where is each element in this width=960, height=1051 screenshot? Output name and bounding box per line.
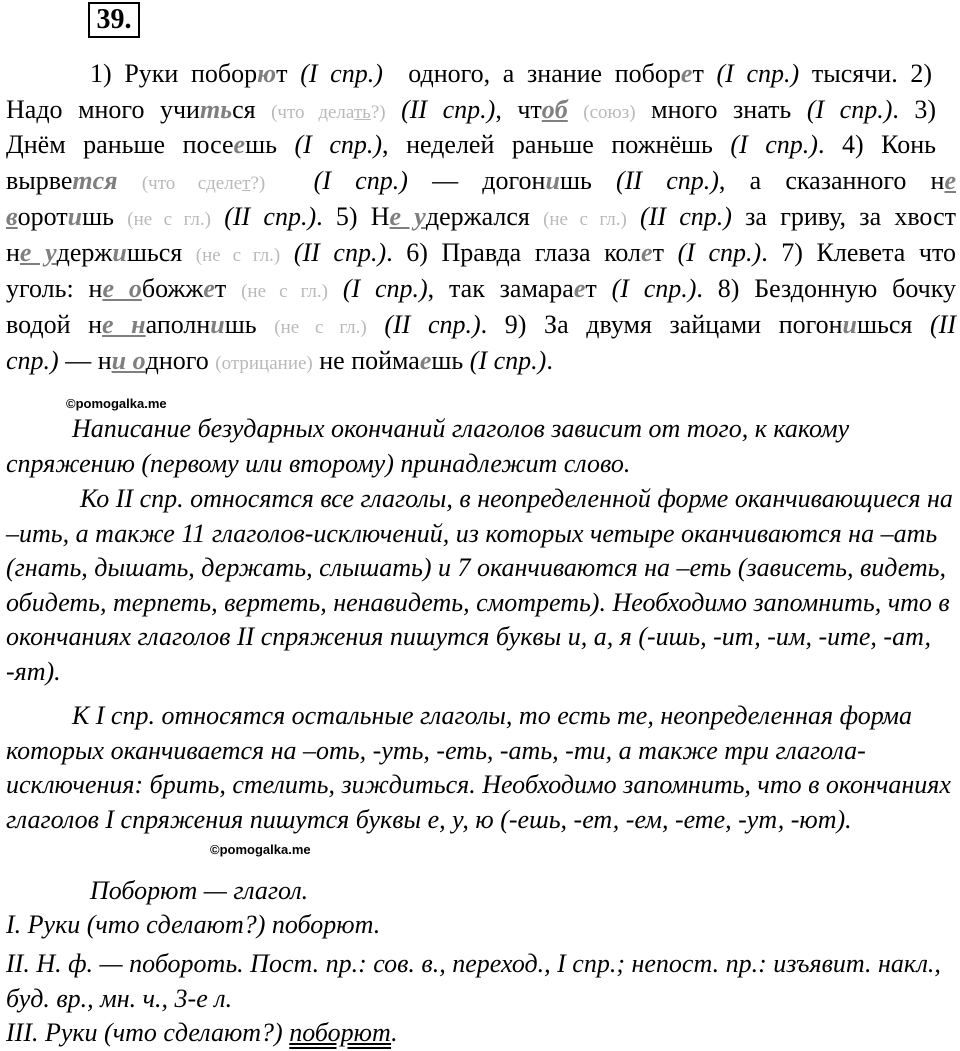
exercise-segment: , неделей раньше пожнёшь [382, 130, 731, 159]
exercise-segment: т [585, 274, 612, 303]
exercise-segment: (отрицание) [215, 353, 313, 374]
exercise-segment: (что дела [271, 102, 354, 123]
exercise-segment: в [6, 202, 18, 231]
exercise-segment: и [842, 310, 858, 339]
exercise-line [90, 56, 932, 92]
exercise-segment: об [541, 95, 568, 124]
exercise-segment: (союз) [583, 102, 636, 123]
exercise-segment: , а сказанного н [718, 166, 945, 195]
exercise-segment: ся [232, 95, 272, 124]
exercise-segment: е [573, 274, 586, 303]
exercise-segment: е о [102, 274, 142, 303]
exercise-segment: (не с гл.) [195, 245, 281, 266]
exercise-segment: не пойма [312, 346, 420, 375]
exercise-segment: (не с гл.) [127, 209, 211, 230]
exercise-segment: держ [56, 238, 113, 267]
exercise-segment: (II [930, 310, 956, 339]
exercise-segment: и о [111, 346, 146, 375]
exercise-segment: шь [245, 130, 295, 159]
analysis-line-2: II. Н. ф. — побороть. Пост. пр.: сов. в., переход., I спр.; непост. пр.: изъявит. накл., буд. вр., мн. ч., 3-е л. [6, 949, 941, 1013]
exercise-segment: — догон [407, 166, 546, 195]
exercise-segment: (I спр.) [294, 130, 383, 159]
exercise-segment: много знать [635, 95, 807, 124]
exercise-segment: и [112, 238, 127, 267]
exercise-segment: (I спр.) [677, 238, 762, 267]
exercise-segment: и [67, 202, 83, 231]
exercise-line [6, 343, 626, 382]
exercise-line [6, 163, 956, 202]
exercise-segment: шь [224, 310, 275, 339]
exercise-segment: 1) Руки побор [90, 59, 258, 88]
analysis-line-3-prefix: III. Руки (что сделают?) [6, 1018, 290, 1047]
exercise-segment: шь [431, 346, 470, 375]
exercise-segment: . 8) Бездонную бочку [696, 274, 957, 303]
exercise-segment [367, 310, 385, 339]
exercise-segment: ю [257, 59, 277, 88]
exercise-segment: Надо много учи [6, 95, 200, 124]
exercise-segment [280, 238, 294, 267]
exercise-segment: шься [126, 238, 196, 267]
exercise-segment: . [546, 346, 553, 375]
exercise-segment: , чт [495, 95, 542, 124]
exercise-line [6, 199, 956, 238]
exercise-segment: , так замара [427, 274, 574, 303]
exercise-segment: е [419, 346, 432, 375]
exercise-segment: (не с гл.) [543, 209, 627, 230]
exercise-line [6, 271, 956, 310]
exercise-segment: . 5) Н [316, 202, 390, 231]
exercise-line [6, 127, 936, 163]
exercise-segment: водой н [6, 310, 103, 339]
exercise-segment: . 6) Правда глаза кол [386, 238, 642, 267]
exercise-segment: (I спр.) [730, 130, 818, 159]
theory-paragraph-1: Написание безударных окончаний глаголов зависит от того, к какому спряжению (первому или второму) принадлежит слово. [6, 414, 850, 478]
exercise-segment: т [692, 59, 717, 88]
analysis-predicate: поборют [289, 1018, 392, 1047]
exercise-segment [265, 166, 313, 195]
exercise-segment: и [210, 310, 225, 339]
exercise-segment: тысячи. 2) [799, 59, 933, 88]
exercise-segment: е у [389, 202, 426, 231]
exercise-segment: е [680, 59, 693, 88]
analysis-line-3 [6, 1016, 956, 1051]
exercise-segment: спр.) [6, 346, 59, 375]
exercise-segment: — н [58, 346, 112, 375]
exercise-segment: шь [82, 202, 128, 231]
exercise-segment: за гриву, за хвост [731, 202, 956, 231]
exercise-segment: аполн [145, 310, 211, 339]
task-number: 39. [88, 2, 140, 38]
exercise-segment: т [242, 173, 251, 194]
exercise-segment: (I спр.) [313, 166, 408, 195]
watermark-2: ©pomogalka.me [210, 842, 311, 857]
theory-paragraph-3: К I спр. относятся остальные глаголы, то есть те, неопределенная форма которых оканчивается на –оть, -уть, -еть, -ать, -ти, а также три глагола-исключения: брить, стелить, зиждиться. Необходимо запомнить, что в окончаниях глаголов I спряжения пишутся буквы е, у, ю (-ешь, -ет, -ем, -ете, -ут, -ют). [6, 701, 951, 834]
exercise-segment: (I спр.) [806, 95, 893, 124]
exercise-segment: е [641, 238, 653, 267]
exercise-segment: (II спр.) [293, 238, 387, 267]
exercise-segment: (II спр.) [224, 202, 317, 231]
exercise-segment [386, 95, 402, 124]
analysis-line-3-suffix: . [391, 1018, 398, 1047]
exercise-segment: держался [425, 202, 544, 231]
exercise-segment: уголь: н [6, 274, 103, 303]
exercise-segment: . 7) Клевета что [761, 238, 956, 267]
exercise-segment: (I спр.) [611, 274, 697, 303]
exercise-segment: (I спр.) [300, 59, 383, 88]
exercise-segment: (не с гл.) [241, 281, 328, 302]
exercise-segment: е н [102, 310, 146, 339]
exercise-segment: (II спр.) [616, 166, 719, 195]
analysis-line-1: I. Руки (что сделают?) поборют. [6, 910, 381, 939]
exercise-segment: т [276, 59, 301, 88]
exercise-segment: (I спр.) [469, 346, 547, 375]
exercise-segment: (I спр.) [342, 274, 428, 303]
exercise-segment: е у [19, 238, 57, 267]
exercise-segment: вырве [6, 166, 73, 195]
exercise-segment: и [545, 166, 560, 195]
exercise-segment: (II спр.) [640, 202, 732, 231]
exercise-segment: орот [17, 202, 68, 231]
analysis-heading: Поборют — глагол. [90, 876, 309, 905]
exercise-segment: н [6, 238, 20, 267]
exercise-line [6, 307, 956, 346]
exercise-segment [328, 274, 343, 303]
exercise-segment: ?) [370, 102, 386, 123]
exercise-segment [627, 202, 640, 231]
exercise-segment: божж [141, 274, 204, 303]
exercise-segment: (не с гл.) [274, 317, 367, 338]
exercise-segment: . 4) Конь [817, 130, 936, 159]
exercise-segment: т [652, 238, 678, 267]
exercise-segment: шь [559, 166, 617, 195]
exercise-segment: одного, а знание побор [382, 59, 681, 88]
exercise-segment: (I спр.) [716, 59, 800, 88]
exercise-line [6, 92, 936, 131]
exercise-segment: е [233, 130, 246, 159]
exercise-segment: (II спр.) [401, 95, 496, 124]
exercise-segment: тся [72, 166, 118, 195]
exercise-segment: ?) [250, 173, 266, 194]
exercise-segment: шься [857, 310, 931, 339]
exercise-segment: . 9) За двумя зайцами погон [480, 310, 843, 339]
exercise-segment [568, 95, 584, 124]
exercise-segment: е [203, 274, 215, 303]
exercise-segment: т [214, 274, 242, 303]
exercise-segment: . 3) [892, 95, 937, 124]
exercise-segment [211, 202, 224, 231]
exercise-segment: ть [353, 102, 371, 123]
exercise-segment: (что сделе [141, 173, 243, 194]
exercise-segment: Днём раньше посе [6, 130, 234, 159]
exercise-segment: ть [199, 95, 233, 124]
exercise-segment: (II спр.) [384, 310, 481, 339]
exercise-segment: е [944, 166, 957, 195]
watermark: ©pomogalka.me [66, 396, 167, 411]
theory-paragraph-2: Ко II спр. относятся все глаголы, в неопределенной форме оканчивающиеся на –ить, а также 11 глаголов-исключений, из которых четыре оканчиваются на –ать (гнать, дышать, держать, слышать) и 7 оканчиваются на –еть (зависеть, видеть, обидеть, терпеть, вертеть, ненавидеть, смотреть). Необходимо запомнить, что в окончаниях глаголов II спряжения пишутся буквы и, а, я (-ишь, -ит, -им, -ите, -ат, -ят). [6, 484, 953, 686]
exercise-segment [118, 166, 142, 195]
exercise-line [6, 235, 956, 274]
exercise-segment: дного [145, 346, 216, 375]
